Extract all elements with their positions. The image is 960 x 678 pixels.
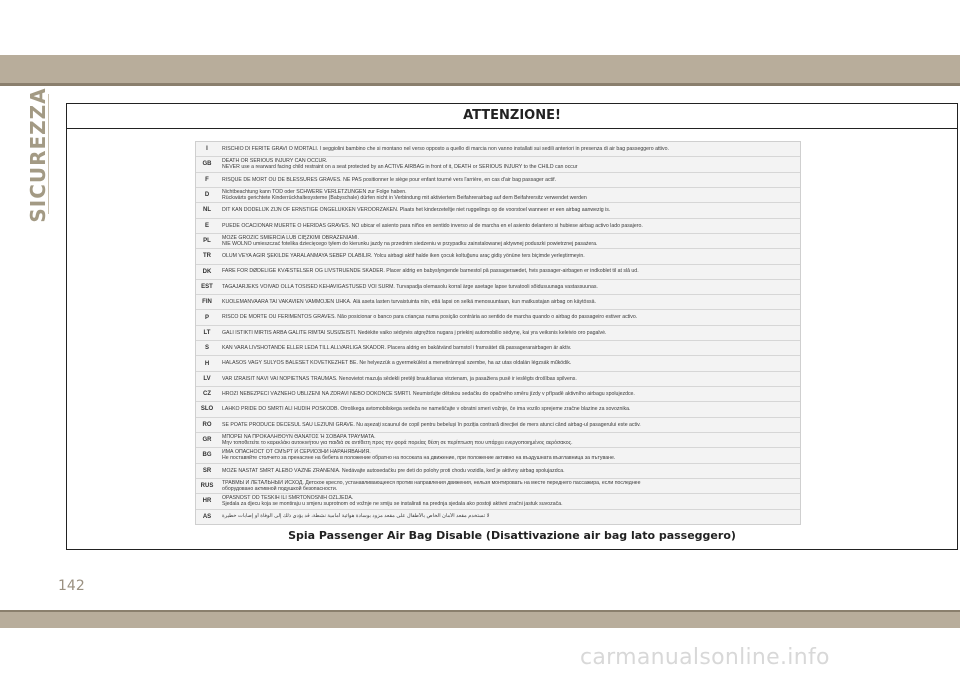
label-row-language-code: E	[204, 222, 209, 229]
label-row-language-code: GB	[202, 161, 212, 168]
label-row-language-code: D	[204, 192, 210, 199]
label-row	[196, 433, 800, 448]
label-row-text: GALI IŠTIKTI MIRTIS ARBA GALITE RIMTAI SUSIŽEISTI. Nedėkite vaiko sėdynės atgręžtos nugara į priekinį automobilio sėdynę, kai yra veiksnis keleivio oro pagalvė.	[222, 329, 607, 336]
label-row-language-code: TR	[203, 253, 211, 260]
label-row	[196, 356, 800, 371]
label-row-language-code: EST	[201, 283, 213, 290]
label-row-text: MOŻE GROZIĆ ŚMIERCIA LUB CIĘŻKIMI OBRAŻENIAMI. NIE WOLNO umieszczać fotelika dziecięcego tyłem do kierunku jazdy na przednim siedzeniu w przypadku zainstalowanej aktywnej poduszki powietrznej pasażera.	[222, 234, 598, 248]
label-row	[196, 402, 800, 417]
section-side-title: SICUREZZA	[26, 87, 50, 223]
label-row-language-code: P	[204, 314, 209, 321]
label-row	[196, 341, 800, 356]
figure-caption: Spia Passenger Air Bag Disable (Disattivazione air bag lato passeggero)	[288, 529, 736, 542]
label-row-text: HROZÍ NEBEZPEČÍ VÁŽNÉHO UBLÍŽENÍ NA ZDRAVÍ NEBO DOKONCE SMRTI. Neumisťujte dětskou sedačku do opačného směru jízdy v případě aktivního airbagu spolujezdce.	[222, 390, 635, 397]
label-row	[196, 203, 800, 218]
label-row-language-code: BG	[202, 452, 212, 459]
label-row	[196, 326, 800, 341]
label-row	[196, 418, 800, 433]
label-row-text: DIT KAN DODELIJK ZIJN OF ERNSTIGE ONGELUKKEN VEROORZAKEN. Plaats het kinderzeteltje niet ruggelings op de voorstoel wanneer er een airbag aanwezig is.	[222, 207, 611, 214]
label-row-text: SE POATE PRODUCE DECESUL SAU LEZIUNI GRAVE. Nu așezați scaunul de copil pentru bebeluși în poziția contrară direcției de mers atunci când airbag-ul pasagerului este activ.	[222, 421, 641, 428]
label-row-text: FARE FOR DØDELIGE KVÆSTELSER OG LIVSTRUENDE SKADER. Placer aldrig en babyslyngende barnestol på passagersædet, hvis passager-airbagen er indkoblet til at slå ud.	[222, 268, 639, 275]
label-row	[196, 265, 800, 280]
label-row-text: TAGAJÄRJEKS VÕIVAD OLLA TÕSISED KEHAVIGASTUSED VÕI SURM. Turvapadja olemasolu korral ärge asetage lapse turvatooli sõidusuunaga vastassuunas.	[222, 283, 598, 290]
label-row	[196, 494, 800, 509]
label-row-text: ÖLÜM VEYA AĞIR ŞEKİLDE YARALANMAYA SEBEP OLABİLİR. Yolcu airbagi aktif halde iken çocuk koltuğunu araç gidiş yönüne ters biçimde yerleştirmeyin.	[222, 253, 585, 260]
label-row-text: LAHKO PRIDE DO SMRTI ALI HUDIH POŠKODB. Otroškega avtomobilskega sedeža ne nameščajte v obratni smeri vožnje, če ima vozilo sprejeme zračne blazine za sovoznika.	[222, 406, 631, 413]
label-row	[196, 173, 800, 188]
label-row	[196, 219, 800, 234]
label-row	[196, 249, 800, 264]
warning-box	[66, 103, 958, 550]
label-row	[196, 448, 800, 463]
top-band	[0, 55, 960, 83]
label-row-text: لا تستخدم مقعد الأمان الخاص بالأطفال على مقعد مزود بوسادة هوائية أمامية نشطة، قد يؤدي ذلك إلى الوفاة أو إصابات خطيرة	[222, 513, 490, 520]
label-row-language-code: LV	[203, 375, 211, 382]
label-row-language-code: AS	[202, 513, 212, 520]
label-row	[196, 387, 800, 402]
label-row-language-code: CZ	[203, 391, 211, 398]
label-row-text: PUEDE OCACIONAR MUERTE O HERIDAS GRAVES. NO ubicar el asiento para niños en sentido inverso al de marcha en el asiento delantero si hubiese airbag activo lado pasajero.	[222, 222, 643, 229]
label-row-text: ТРАВМЫ И ЛЕТАЛЬНЫЙ ИСХОД. Детское кресло, устанавливающееся против направления движения, нельзя монтировать на месте переднего пассажира, если последнее оборудовано активной подушкой безопасности.	[222, 479, 641, 493]
label-row-language-code: F	[205, 176, 209, 183]
label-row-text: Nichtbeachtung kann TOD oder SCHWERE VERLETZUNGEN zur Folge haben. Rückwärts gerichtete Kinderrückhaltesysteme (Babyschale) dürfen nicht in Verbindung mit aktiviertem Beifahrerairbag auf dem Beifahrersitz verwendet werden	[222, 188, 587, 202]
label-row-language-code: H	[204, 360, 210, 367]
label-row-language-code: GR	[202, 437, 212, 444]
label-row-text: OPASNOST OD TEŠKIH ILI SMRTONOSNIH OZLJEDA. Sjedala za djecu koja se montiraju u smjeru suprotnom od vožnje ne smiju se instalirati na prednja sjedala ako postoji aktivni zračni jastuk suvozača.	[222, 494, 563, 508]
label-row-text: ИМА ОПАСНОСТ ОТ СМЪРТ И СЕРИОЗНИ НАРАНЯВАНИЯ. Не поставяйте столчето за пренасяне на бебета в положение обратно на посоката на движение, при положение активно на въздушната възглавница за пътуване.	[222, 449, 616, 462]
label-row-language-code: DK	[202, 268, 212, 275]
label-row-text: ΜΠΟΡΕΙ ΝΑ ΠΡΟΚΑΛΗΘΟΥΝ ΘΑΝΑΤΟΣ Ή ΣΟΒΑΡΑ ΤΡΑΥΜΑΤΑ. Μην τοποθετείτε το καρεκλάκι αυτοκινήτου για παιδιά σε αντίθετη προς την φορά πορείας θέση σε περίπτωση που υπάρχει ενεργοποιημένος αερόσακος.	[222, 433, 573, 447]
label-row-text: KAN VARA LIVSHOTANDE ELLER LEDA TILL ALLVARLIGA SKADOR. Placera aldrig en bakåtvänd barnstol i framsätet då passagerarairbagen är aktiv.	[222, 345, 572, 352]
label-row-language-code: I	[206, 146, 208, 153]
label-row-text: HALÁSOS VAGY SÚLYOS BALESET KÖVETKEZHET BE. Ne helyezzük a gyermekülést a menetiránnyal szembe, ha az utas oldalán légzsák működik.	[222, 360, 572, 367]
label-row	[196, 479, 800, 494]
label-row	[196, 295, 800, 310]
label-row-text: VAR IZRAISĪT NĀVI VAI NOPIETNAS TRAUMAS. Nenovietot mazuļa sēdekli pretēji braukšanas virzienam, ja pasažiera pusē ir ieslēgts drošības spilvens.	[222, 375, 577, 382]
label-row	[196, 188, 800, 203]
label-row	[196, 310, 800, 325]
label-row	[196, 280, 800, 295]
label-row-language-code: RUS	[200, 483, 214, 490]
label-row-language-code: PL	[203, 238, 211, 245]
label-row-language-code: SR	[202, 467, 212, 474]
label-row-language-code: HR	[202, 498, 212, 505]
label-row-language-code: FIN	[202, 299, 212, 306]
label-row	[196, 142, 800, 157]
label-row-language-code: NL	[203, 207, 211, 214]
label-row	[196, 510, 800, 524]
label-row	[196, 157, 800, 172]
label-row-text: RISCO DE MORTE OU FERIMENTOS GRAVES. Não posicionar o banco para crianças numa posição contrária ao sentido de marcha quando o airbag do passageiro estiver activo.	[222, 314, 638, 321]
label-row-language-code: RO	[202, 421, 212, 428]
airbag-warning-label	[195, 141, 801, 525]
label-row-language-code: SLO	[200, 406, 214, 413]
label-row-text: DEATH OR SERIOUS INJURY CAN OCCUR. NEVER use a rearward facing child restraint on a seat protected by an ACTIVE AIRBAG in front of it, DEATH or SERIOUS INJURY to the CHILD can occur	[222, 158, 578, 171]
watermark: carmanualsonline.info	[580, 645, 830, 670]
label-row-text: MOŽE NASTAT SMRŤ ALEBO VÁŽNE ZRANENIA. Nedávajte autosedačku pre deti do polohy proti chodu vozidla, keď je aktívny airbag spolujazdca.	[222, 467, 565, 474]
bottom-band	[0, 612, 960, 628]
label-row-language-code: S	[204, 345, 209, 352]
top-band-rule	[0, 83, 960, 86]
label-row-text: RISQUE DE MORT OU DE BLESSURES GRAVES. NE PAS positionner le siège pour enfant tourné vers l'arrière, en cas d'air bag passager actif.	[222, 176, 557, 183]
label-row-language-code: LT	[203, 329, 211, 336]
label-row-text: KUOLEMANVAARA TAI VAKAVIEN VAMMOJEN UHKA. Älä aseta lasten turvaistuinta niin, että lapsi on selkä menosuuntaan, kun matkustajan airbag on käytössä.	[222, 299, 596, 306]
page-number: 142	[58, 578, 85, 594]
label-row	[196, 234, 800, 249]
label-row-text: RISCHIO DI FERITE GRAVI O MORTALI. I seggiolini bambino che si montano nel verso opposto a quello di marcia non vanno installati sui sedili anteriori in presenza di air bag passeggero attivo.	[222, 145, 669, 152]
label-row	[196, 464, 800, 479]
label-row	[196, 372, 800, 387]
warning-header: ATTENZIONE!	[67, 104, 957, 129]
